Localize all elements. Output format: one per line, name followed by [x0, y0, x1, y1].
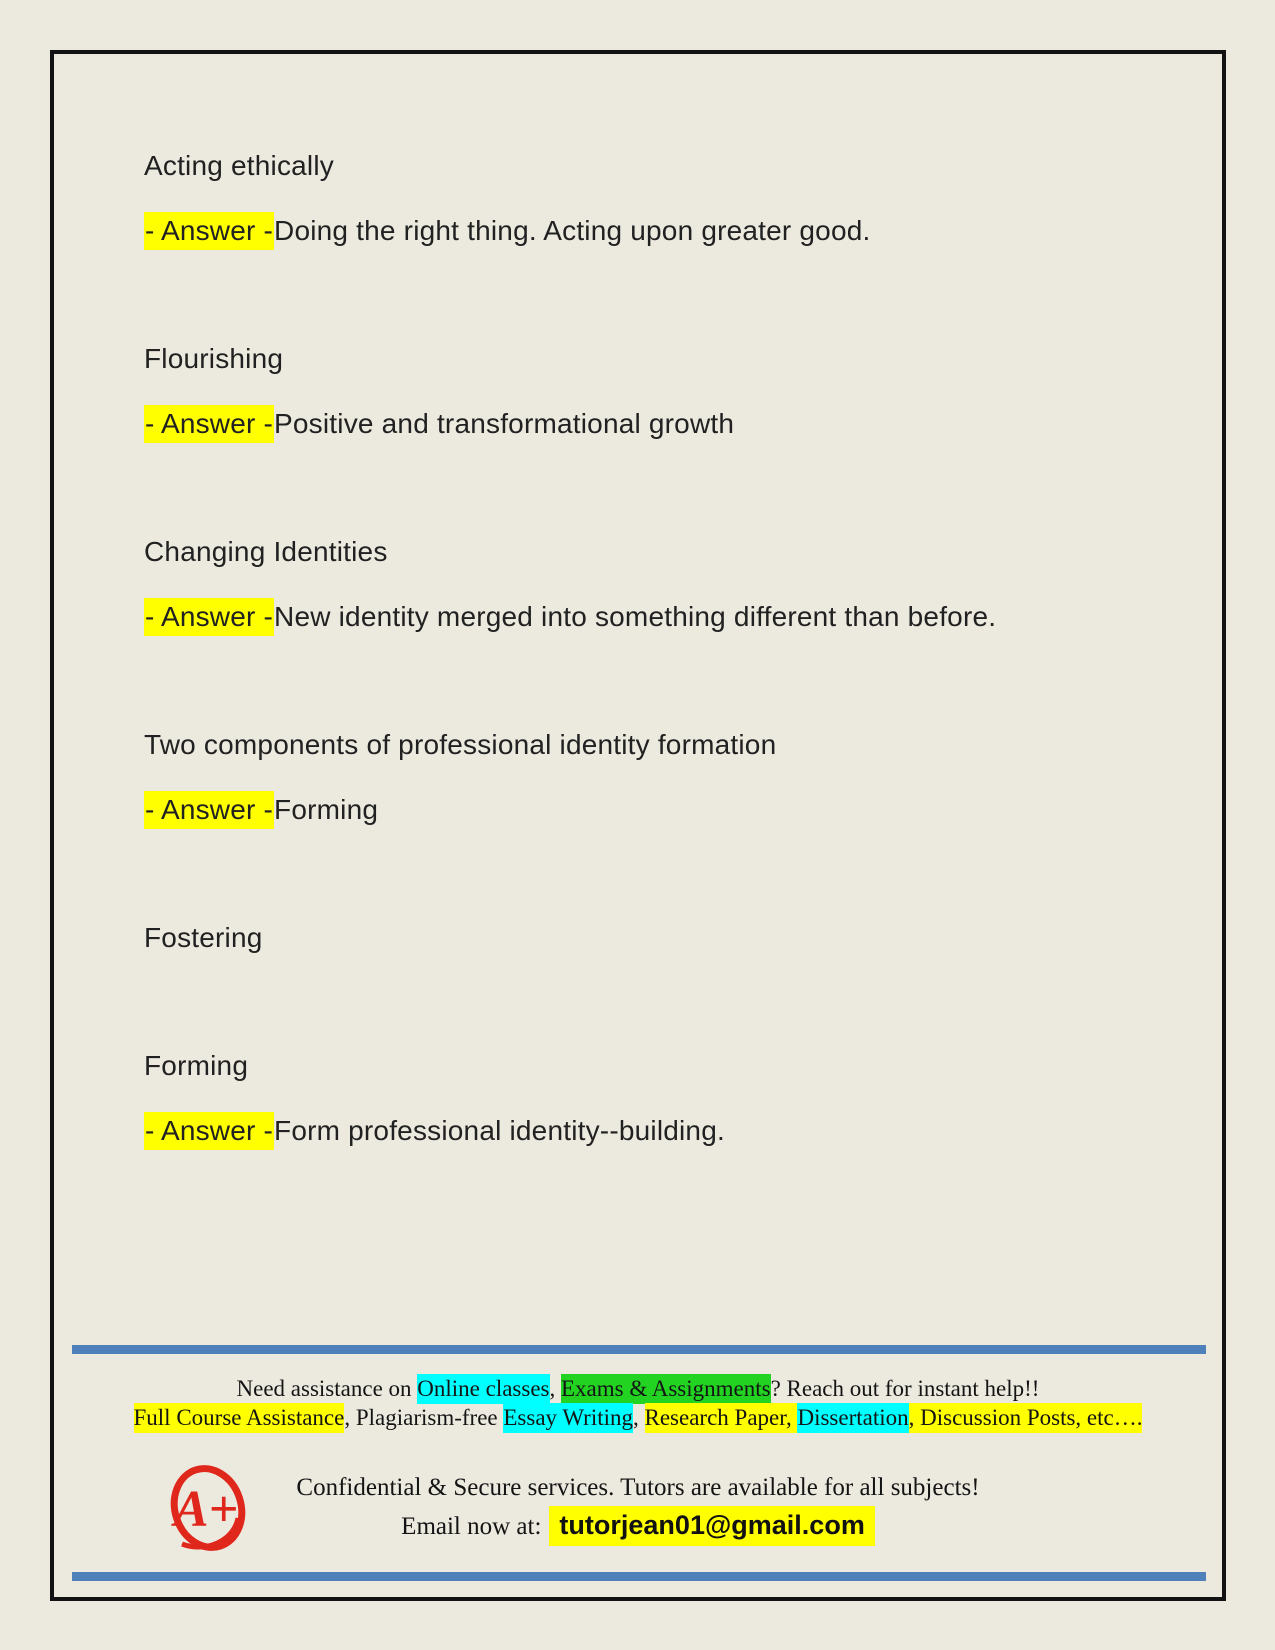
answer-label-highlight: - Answer -: [144, 212, 274, 250]
qa-content: [144, 148, 1182, 1241]
question-text: Changing Identities: [144, 536, 388, 567]
question-text: Flourishing: [144, 343, 284, 374]
highlighted-text: Online classes: [417, 1374, 549, 1404]
highlighted-text: Exams & Assignments: [561, 1374, 771, 1404]
highlighted-text: , Discussion Posts, etc….: [909, 1403, 1143, 1433]
plain-text: , Plagiarism-free: [344, 1405, 504, 1430]
answer-line: [144, 1113, 1182, 1148]
plain-text: Need assistance on: [236, 1376, 418, 1401]
bottom-divider-line: [72, 1572, 1206, 1581]
answer-line: [144, 406, 1182, 441]
document-border-frame: [50, 50, 1226, 1601]
answer-label-highlight: - Answer -: [144, 791, 274, 829]
highlighted-text: Full Course Assistance: [134, 1403, 345, 1433]
confidential-text: Confidential & Secure services. Tutors are available for all subjects!: [296, 1474, 980, 1501]
answer-label-highlight: - Answer -: [144, 405, 274, 443]
email-label: Email now at:: [401, 1513, 542, 1540]
question-text: Acting ethically: [144, 150, 334, 181]
answer-text: New identity merged into something different than before.: [274, 601, 997, 632]
plain-text: ,: [633, 1405, 645, 1430]
highlighted-text: Essay Writing: [503, 1403, 633, 1433]
plain-text: ? Reach out for instant help!!: [770, 1376, 1040, 1401]
top-divider-line: [72, 1345, 1206, 1354]
answer-label-highlight: - Answer -: [144, 1112, 274, 1150]
answer-line: [144, 213, 1182, 248]
answer-line: [144, 792, 1182, 827]
highlighted-text: Research Paper,: [645, 1403, 798, 1433]
highlighted-text: Dissertation: [797, 1403, 908, 1433]
email-line: [54, 1506, 1222, 1546]
answer-text: Doing the right thing. Acting upon greater good.: [274, 215, 871, 246]
question-text: Fostering: [144, 922, 263, 953]
answer-text: Positive and transformational growth: [274, 408, 735, 439]
question-text: Two components of professional identity formation: [144, 729, 777, 760]
answer-text: Forming: [274, 794, 379, 825]
logo-text: A+: [173, 1481, 239, 1538]
footer-promo-line2: [54, 1403, 1222, 1432]
plain-text: ,: [549, 1376, 561, 1401]
question-text: Forming: [144, 1050, 249, 1081]
answer-label-highlight: - Answer -: [144, 598, 274, 636]
footer-promo-line1: [54, 1374, 1222, 1403]
email-address: tutorjean01@gmail.com: [549, 1506, 874, 1546]
answer-line: [144, 599, 1182, 634]
answer-text: Form professional identity--building.: [274, 1115, 725, 1146]
